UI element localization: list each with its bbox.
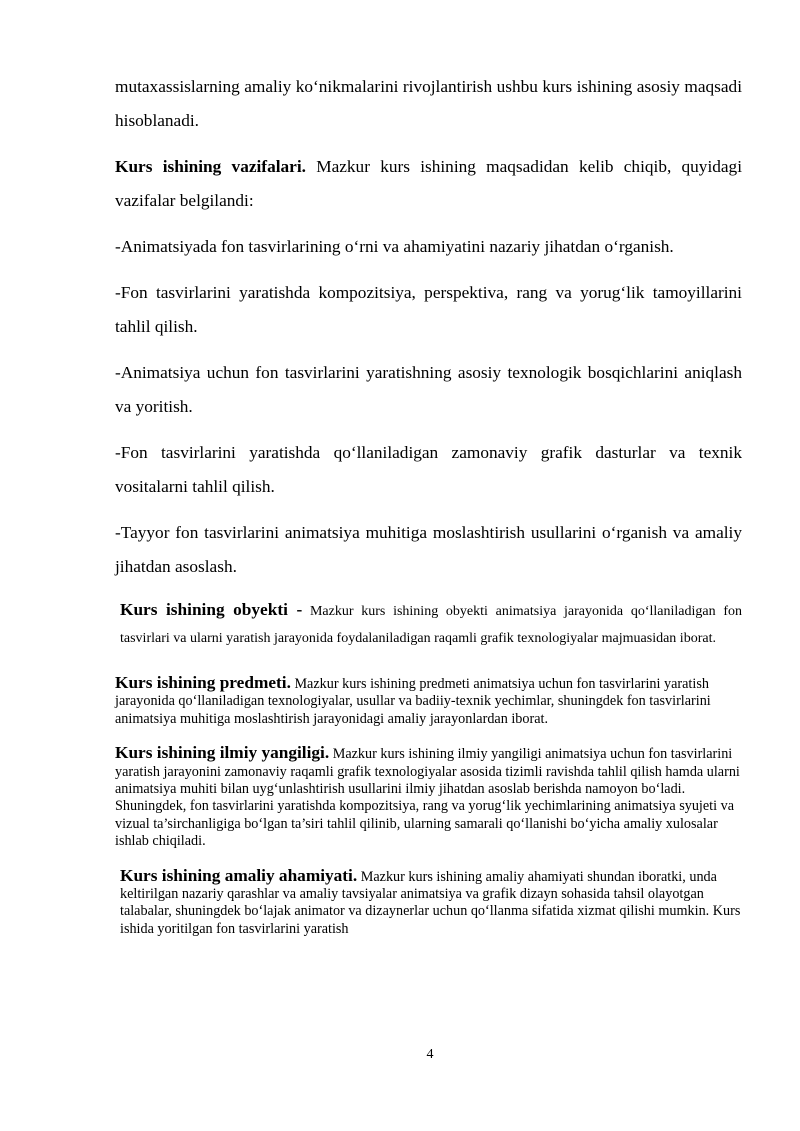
paragraph-novelty <box>115 744 742 850</box>
practical-heading: Kurs ishining amaliy ahamiyati. <box>120 865 358 885</box>
object-heading: Kurs ishining obyekti - <box>120 600 303 619</box>
paragraph-text: mutaxassislarning amaliy ko‘nikmalarini rivojlantirish ushbu kurs ishining asosiy maqsadi hisoblanadi. <box>115 77 742 130</box>
page-number: 4 <box>426 1047 434 1062</box>
paragraph-text: Mazkur kurs ishining obyekti animatsiya jarayonida qo‘llaniladigan fon tasvirlari va ularni yaratish jarayonida foydalaniladigan raqamli grafik texnologiyalar majmuasidan iborat. <box>120 604 743 646</box>
tasks-heading: Kurs ishining vazifalari. <box>115 157 306 176</box>
paragraph-text: -Fon tasvirlarini yaratishda kompozitsiya, perspektiva, rang va yorug‘lik tamoyillarini tahlil qilish. <box>115 283 742 336</box>
task-item-5 <box>115 516 742 584</box>
paragraph-subject <box>115 674 742 728</box>
paragraph-practical <box>115 867 742 939</box>
paragraph-goal-end <box>115 70 742 138</box>
task-item-3 <box>115 356 742 424</box>
task-item-1 <box>115 230 742 264</box>
paragraph-text: -Animatsiyada fon tasvirlarining o‘rni va ahamiyatini nazariy jihatdan o‘rganish. <box>115 237 674 256</box>
paragraph-text: Mazkur kurs ishining ilmiy yangiligi animatsiya uchun fon tasvirlarini yaratish jarayonini zamonaviy raqamli grafik texnologiyalar asosida tizimli ravishda tahlil qilish hamda ularni animatsiya muhiti bilan uyg‘unlashtirish usullarini ilmiy jihatdan asoslab berishda namoyon bo‘ladi. Shuningdek, fon tasvirlarini yaratishda kompozitsiya, rang va yorug‘lik yechimlarining animatsiya syujeti va vizual ta’sirchanligiga bo‘lgan ta’siri tahlil qilinib, ularning samarali qo‘llanishi bo‘yicha amaliy xulosalar ishlab chiqiladi. <box>115 746 740 850</box>
paragraph-text: -Tayyor fon tasvirlarini animatsiya muhitiga moslashtirish usullarini o‘rganish va amaliy jihatdan asoslash. <box>115 523 742 576</box>
task-item-2 <box>115 276 742 344</box>
paragraph-tasks <box>115 150 742 218</box>
paragraph-text: Mazkur kurs ishining maqsadidan kelib chiqib, quyidagi vazifalar belgilandi: <box>115 157 743 210</box>
paragraph-object <box>115 596 742 652</box>
paragraph-text: -Animatsiya uchun fon tasvirlarini yaratishning asosiy texnologik bosqichlarini aniqlash va yoritish. <box>115 363 742 416</box>
document-page <box>115 70 742 950</box>
subject-heading: Kurs ishining predmeti. <box>115 673 291 692</box>
paragraph-text: Mazkur kurs ishining predmeti animatsiya uchun fon tasvirlarini yaratish jarayonida qo‘llaniladigan texnologiyalar, usullar va badiiy-texnik yechimlar, shuningdek fon tasvirlarini animatsiya muhitiga moslashtirish jarayonidagi amaliy jarayonlardan iborat. <box>115 676 711 727</box>
task-item-4 <box>115 436 742 504</box>
paragraph-text: -Fon tasvirlarini yaratishda qo‘llaniladigan zamonaviy grafik dasturlar va texnik vositalarni tahlil qilish. <box>115 443 742 496</box>
paragraph-text: Mazkur kurs ishining amaliy ahamiyati shundan iboratki, unda keltirilgan nazariy qarashlar va amaliy tavsiyalar animatsiya va grafik dizayn sohasida tahsil olayotgan talabalar, shuningdek bo‘lajak animator va dizaynerlar uchun qo‘llanma sifatida xizmat qilishi mumkin. Kurs ishida yoritilgan fon tasvirlarini yaratish <box>120 868 741 937</box>
novelty-heading: Kurs ishining ilmiy yangiligi. <box>115 743 330 763</box>
